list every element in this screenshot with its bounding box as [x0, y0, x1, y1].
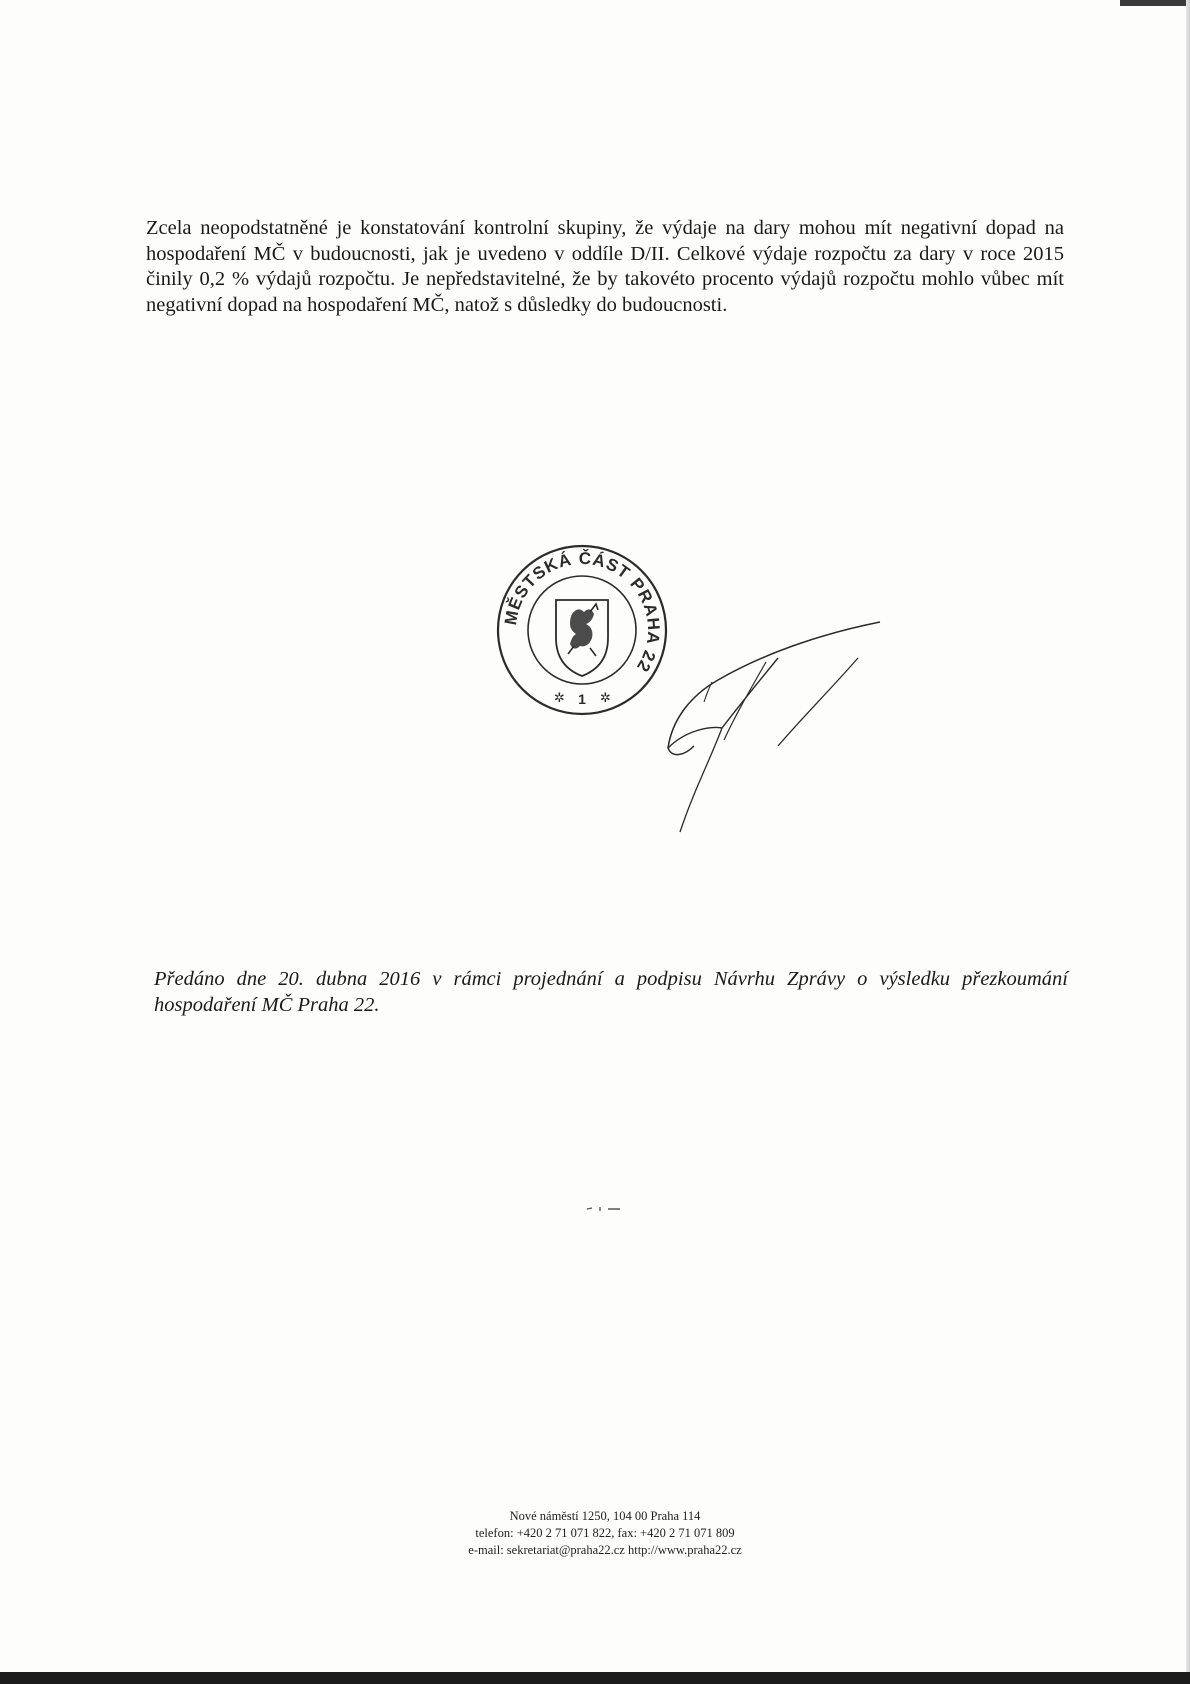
footer-contact: e-mail: sekretariat@praha22.cz http://www.praha22.cz [468, 1543, 742, 1557]
handwritten-signature [650, 610, 890, 840]
footer-phone: telefon: +420 2 71 071 822, fax: +420 2 71 071 809 [475, 1526, 735, 1540]
official-seal [494, 542, 670, 718]
seal-text: MĚSTSKÁ ČÁST PRAHA 22 [500, 548, 664, 676]
scan-edge-bottom [0, 1672, 1190, 1684]
closing-note: Předáno dne 20. dubna 2016 v rámci projednání a podpisu Návrhu Zprávy o výsledku přezkoumání hospodaření MČ Praha 22. [154, 968, 1068, 1016]
body-paragraph: Zcela neopodstatněné je konstatování kontrolní skupiny, že výdaje na dary mohou mít negativní dopad na hospodaření MČ v budoucnosti, jak je uvedeno v oddíle D/II. Celkové výdaje rozpočtu za dary v roce 2015 činily 0,2 % výdajů rozpočtu. Je nepředstavitelné, že by takovéto procento výdajů rozpočtu mohlo vůbec mít negativní dopad na hospodaření MČ, natož s důsledky do budoucnosti. [146, 217, 1064, 316]
page-mark [586, 1204, 622, 1214]
seal-star-left-icon: ✲ [554, 691, 565, 706]
coat-of-arms-icon [556, 600, 608, 676]
footer-address: Nové náměstí 1250, 104 00 Praha 114 [509, 1509, 701, 1523]
seal-star-right-icon: ✲ [600, 691, 611, 706]
footer [395, 1508, 815, 1559]
seal-number: 1 [578, 691, 586, 707]
scan-edge-top [1120, 0, 1190, 6]
scan-edge-right [1186, 0, 1190, 1684]
